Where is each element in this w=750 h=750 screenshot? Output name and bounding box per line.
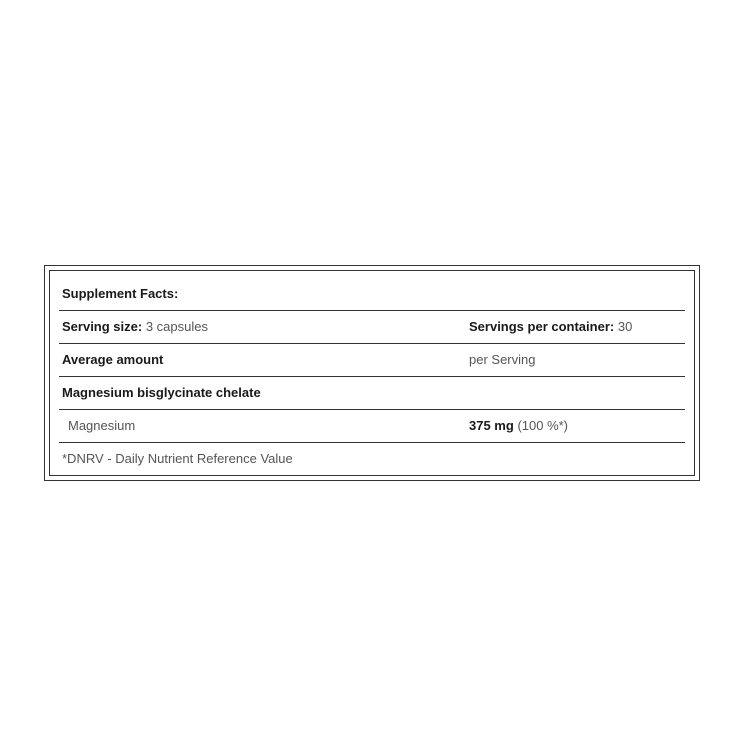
table-row (59, 410, 685, 443)
ingredient-name: Magnesium (68, 418, 136, 433)
servings-per-container-label: Servings per container: (469, 319, 615, 334)
table-title-row (59, 271, 685, 311)
servings-per-container-value: 30 (617, 319, 633, 334)
serving-row (59, 311, 685, 344)
serving-size-value: 3 capsules (145, 319, 208, 334)
ingredient-group-name: Magnesium bisglycinate chelate (62, 385, 261, 400)
average-amount-header: Average amount (62, 352, 164, 367)
footnote: *DNRV - Daily Nutrient Reference Value (62, 451, 293, 466)
ingredient-amount: 375 mg (469, 418, 514, 433)
table-title: Supplement Facts: (62, 286, 179, 301)
supplement-facts-table (49, 270, 695, 476)
servings-per-container (469, 311, 632, 343)
serving-size-label: Serving size: (62, 319, 143, 334)
ingredient-amount-cell (469, 410, 568, 442)
column-header-row (59, 344, 685, 377)
serving-size (62, 311, 208, 343)
ingredient-group-row (59, 377, 685, 410)
footnote-row (59, 443, 685, 475)
supplement-facts-outer-border (44, 265, 700, 481)
per-serving-header: per Serving (469, 352, 536, 367)
ingredient-dnrv-percent: (100 %*) (517, 418, 569, 433)
